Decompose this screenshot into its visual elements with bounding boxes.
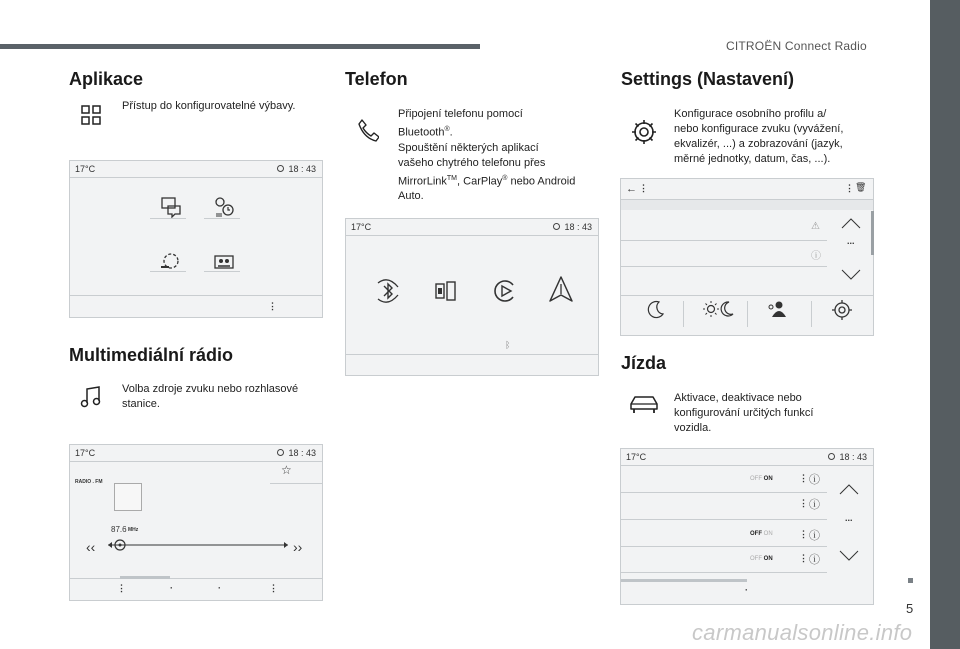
jizda-title: Jízda bbox=[621, 353, 667, 373]
frequency-unit: MHz bbox=[128, 527, 139, 533]
info-icon[interactable]: ⓘ bbox=[811, 251, 821, 262]
info-icon[interactable]: ⓘ bbox=[809, 530, 820, 542]
more-menu-icon[interactable]: ⋮ bbox=[799, 498, 808, 508]
source-indicator bbox=[120, 576, 170, 579]
toggle-switch[interactable]: OFF ON bbox=[750, 531, 773, 537]
aplikace-screen bbox=[69, 160, 323, 318]
scroll-up-icon[interactable] bbox=[839, 483, 859, 495]
clock-icon bbox=[828, 453, 835, 460]
temperature: 17°C bbox=[75, 164, 96, 174]
station-logo-placeholder bbox=[114, 483, 142, 511]
time: 18 : 43 bbox=[288, 448, 316, 458]
favorite-star-icon[interactable]: ☆ bbox=[281, 463, 292, 477]
jizda-screen bbox=[620, 448, 874, 605]
clock-icon bbox=[277, 165, 284, 172]
settings-screen bbox=[620, 178, 874, 336]
scroll-up-icon[interactable] bbox=[841, 217, 861, 229]
toggle-switch[interactable]: OFF ON bbox=[750, 476, 773, 482]
radio-title: Multimediální rádio bbox=[69, 345, 234, 365]
page-dot: · bbox=[218, 583, 221, 593]
time: 18 : 43 bbox=[288, 164, 316, 174]
settings-gear-icon[interactable] bbox=[829, 297, 853, 321]
radio-description: Volba zdroje zvuku nebo rozhlasové stanice. bbox=[122, 383, 299, 410]
page-marker bbox=[908, 578, 913, 583]
climate-timer-icon[interactable] bbox=[213, 196, 235, 218]
trash-icon[interactable]: 🗑 bbox=[855, 182, 867, 192]
time: 18 : 43 bbox=[564, 222, 592, 232]
day-night-icon[interactable] bbox=[703, 299, 737, 319]
side-bar bbox=[930, 0, 960, 649]
bluetooth-status-icon: ᛒ bbox=[505, 340, 511, 350]
frequency-slider[interactable] bbox=[106, 537, 290, 553]
scroll-down-icon[interactable] bbox=[841, 269, 861, 281]
more-menu-icon[interactable]: ⋮ bbox=[268, 301, 277, 311]
info-icon[interactable]: ⓘ bbox=[809, 474, 820, 486]
watermark: carmanualsonline.info bbox=[692, 620, 913, 645]
temperature: 17°C bbox=[351, 222, 372, 232]
radio-band: RADIO . FM bbox=[75, 479, 103, 485]
profile-icon[interactable] bbox=[767, 299, 789, 319]
phone-handset-icon bbox=[357, 118, 379, 142]
connected-services-icon[interactable] bbox=[160, 196, 182, 218]
warning-icon: ⚠ bbox=[811, 221, 820, 232]
status-bar bbox=[621, 449, 873, 465]
night-mode-icon[interactable] bbox=[645, 299, 667, 319]
more-menu-icon[interactable]: ⋮ bbox=[117, 583, 126, 593]
brand-title: CITROËN Connect Radio bbox=[726, 39, 867, 53]
status-bar bbox=[70, 445, 322, 461]
more-menu-icon[interactable]: ⋮ bbox=[799, 473, 808, 483]
telefon-screen bbox=[345, 218, 599, 376]
bluetooth-connect-icon[interactable] bbox=[374, 277, 402, 305]
back-arrow-icon[interactable]: ← bbox=[626, 183, 637, 195]
tab-indicator bbox=[621, 579, 747, 582]
apps-grid-icon bbox=[81, 105, 101, 125]
gear-icon bbox=[630, 118, 658, 146]
telefon-description: Připojení telefonu pomocí Bluetooth®. Spouštění některých aplikací vašeho chytrého telefonu přes MirrorLink™, CarPlay® nebo Android Auto. bbox=[398, 108, 576, 203]
carplay-icon[interactable] bbox=[491, 277, 519, 305]
scroll-position: ... bbox=[845, 513, 853, 523]
status-bar bbox=[70, 161, 322, 177]
settings-vehicle-icon[interactable] bbox=[158, 251, 180, 273]
more-menu-icon[interactable]: ⋮ bbox=[269, 583, 278, 593]
mirrorlink-icon[interactable] bbox=[433, 279, 459, 305]
music-note-icon bbox=[80, 385, 102, 409]
settings-description: Konfigurace osobního profilu a/ nebo konfigurace zvuku (vyvážení, ekvalizér, ...) a zobrazování (jazyk, měrné jednotky, datum, čas, ...). bbox=[674, 108, 844, 165]
settings-title: Settings (Nastavení) bbox=[621, 69, 795, 89]
aplikace-description: Přístup do konfigurovatelné výbavy. bbox=[122, 100, 296, 112]
top-rule bbox=[0, 44, 480, 49]
radio-screen bbox=[69, 444, 323, 601]
aplikace-title: Aplikace bbox=[69, 69, 144, 89]
more-menu-icon[interactable]: ⋮ bbox=[799, 529, 808, 539]
telefon-title: Telefon bbox=[345, 69, 408, 89]
more-menu-icon[interactable]: ⋮ bbox=[639, 183, 648, 193]
temperature: 17°C bbox=[75, 448, 96, 458]
clock-icon bbox=[553, 223, 560, 230]
scrollbar[interactable] bbox=[871, 211, 874, 255]
info-icon[interactable]: ⓘ bbox=[809, 499, 820, 511]
toggle-switch[interactable]: OFF ON bbox=[750, 556, 773, 562]
jizda-description: Aktivace, deaktivace nebo konfigurování určitých funkcí vozidla. bbox=[674, 392, 814, 434]
android-auto-icon[interactable] bbox=[547, 275, 575, 305]
page-number: 5 bbox=[906, 601, 914, 616]
more-menu-icon[interactable]: ⋮ bbox=[845, 183, 854, 193]
seek-forward-icon[interactable]: ›› bbox=[293, 539, 303, 555]
seek-back-icon[interactable]: ‹‹ bbox=[86, 539, 96, 555]
frequency: 87.6 bbox=[111, 525, 127, 534]
page-dot: · bbox=[745, 585, 748, 595]
temperature: 17°C bbox=[626, 452, 647, 462]
scroll-down-icon[interactable] bbox=[839, 550, 859, 562]
contacts-card-icon[interactable] bbox=[213, 251, 235, 273]
status-bar bbox=[346, 219, 598, 235]
time: 18 : 43 bbox=[839, 452, 867, 462]
car-icon bbox=[629, 394, 659, 416]
clock-icon bbox=[277, 449, 284, 456]
info-icon[interactable]: ⓘ bbox=[809, 554, 820, 566]
more-menu-icon[interactable]: ⋮ bbox=[799, 553, 808, 563]
scroll-position: ... bbox=[847, 236, 855, 246]
page-dot: · bbox=[170, 583, 173, 593]
